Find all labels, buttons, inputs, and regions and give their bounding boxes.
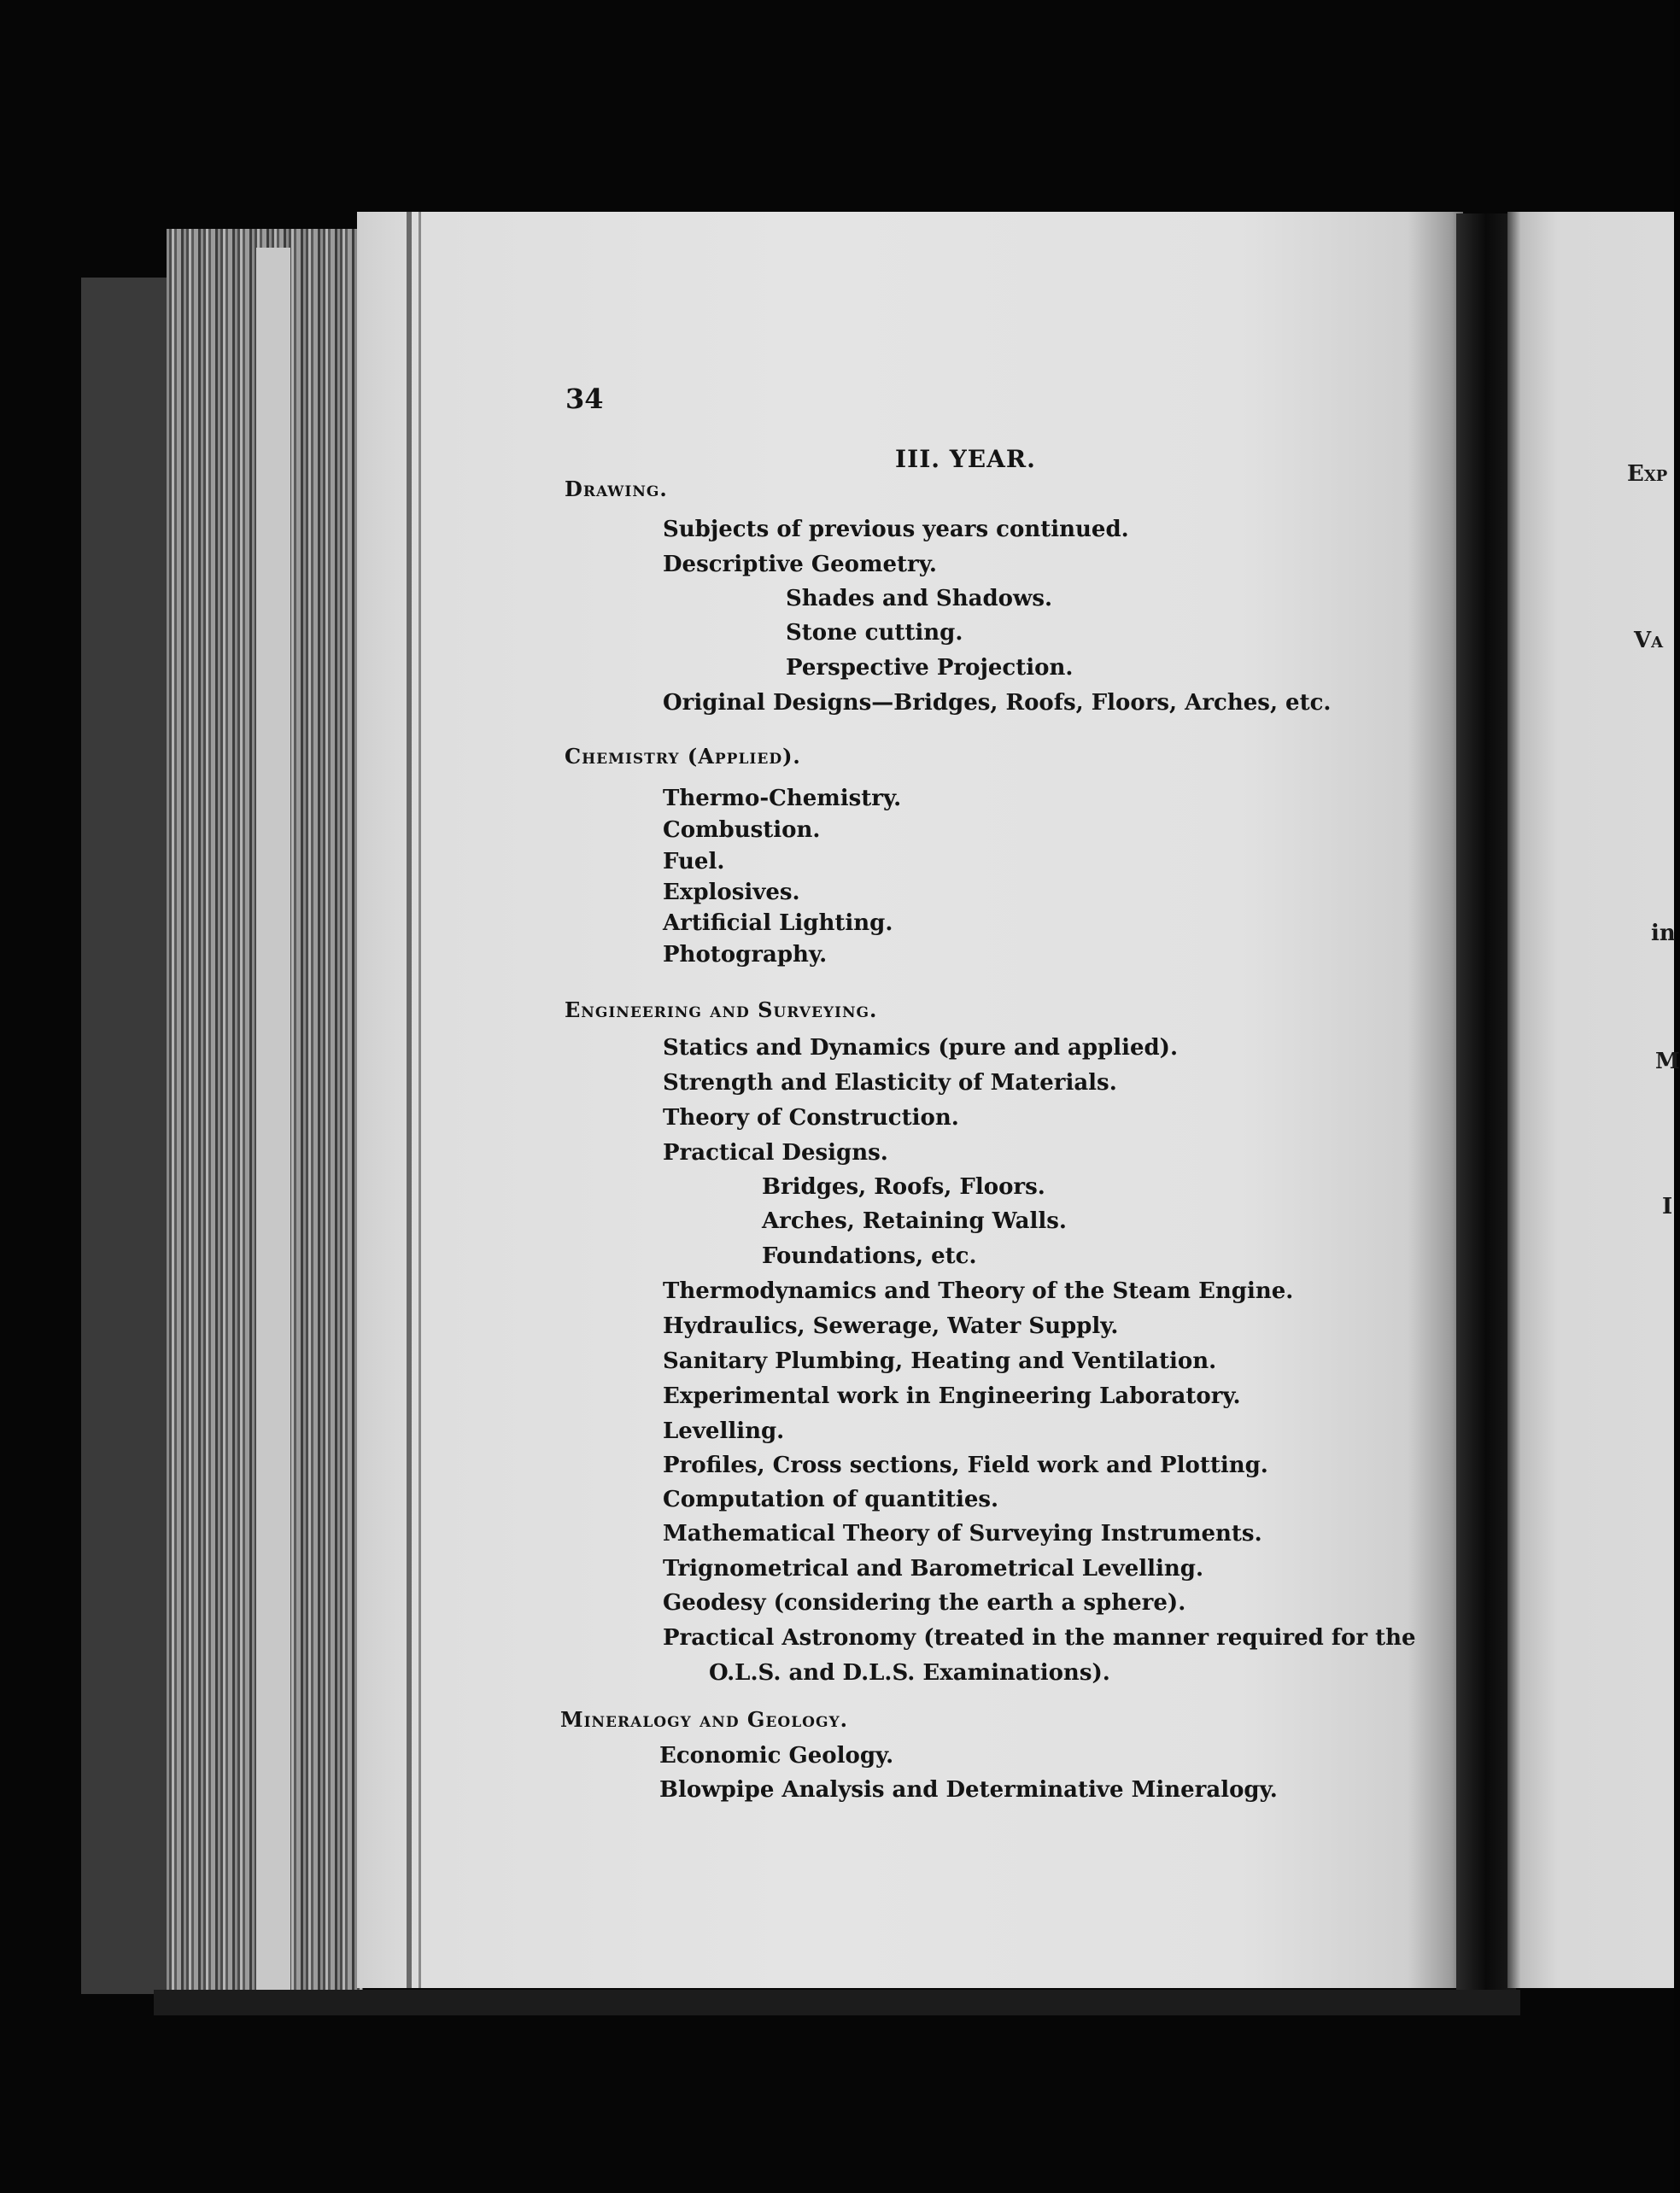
list-item: Subjects of previous years continued.	[663, 517, 1129, 542]
list-item: Statics and Dynamics (pure and applied).	[663, 1035, 1179, 1061]
list-item: Strength and Elasticity of Materials.	[663, 1070, 1117, 1096]
page-edge-highlight	[256, 248, 290, 1990]
list-item: Descriptive Geometry.	[663, 552, 937, 577]
list-item: Practical Designs.	[663, 1140, 888, 1166]
list-item: Original Designs—Bridges, Roofs, Floors, Arches, etc.	[663, 690, 1332, 716]
list-item: Economic Geology.	[659, 1743, 894, 1769]
list-item: Profiles, Cross sections, Field work and Plotting.	[663, 1453, 1268, 1478]
list-item: Levelling.	[663, 1418, 785, 1444]
list-item: Artificial Lighting.	[663, 910, 893, 936]
list-item: Explosives.	[663, 880, 800, 905]
list-item: Blowpipe Analysis and Determinative Mineralogy.	[659, 1777, 1278, 1803]
section-heading-engineering: Engineering and Surveying.	[565, 997, 878, 1022]
section-heading-chemistry: Chemistry (Applied).	[565, 744, 801, 769]
list-item: Hydraulics, Sewerage, Water Supply.	[663, 1313, 1119, 1339]
list-item: Photography.	[663, 942, 828, 968]
list-item: Computation of quantities.	[663, 1487, 999, 1512]
list-item: Mathematical Theory of Surveying Instruments.	[663, 1521, 1262, 1547]
printed-page	[357, 212, 1463, 1988]
section-heading-drawing: Drawing.	[565, 477, 668, 501]
list-item: O.L.S. and D.L.S. Examinations).	[709, 1660, 1110, 1686]
list-item: Experimental work in Engineering Laboratory.	[663, 1383, 1241, 1409]
book-bottom-edge	[154, 1990, 1520, 2015]
list-item: Fuel.	[663, 849, 725, 874]
list-item: Arches, Retaining Walls.	[762, 1208, 1067, 1234]
list-item: Foundations, etc.	[762, 1243, 977, 1269]
facing-fragment: Exp	[1627, 461, 1668, 487]
list-item: Thermodynamics and Theory of the Steam Engine.	[663, 1278, 1294, 1304]
list-item: Perspective Projection.	[786, 655, 1074, 681]
list-item: Trignometrical and Barometrical Levelling.	[663, 1556, 1204, 1582]
list-item: Theory of Construction.	[663, 1105, 959, 1131]
facing-fragment: in	[1651, 921, 1676, 946]
list-item: Stone cutting.	[786, 620, 963, 646]
year-heading: III. YEAR.	[895, 445, 1036, 473]
list-item: Sanitary Plumbing, Heating and Ventilation.	[663, 1348, 1217, 1374]
list-item: Shades and Shadows.	[786, 586, 1053, 611]
facing-fragment: I	[1662, 1194, 1673, 1219]
page-number: 34	[565, 383, 604, 415]
facing-fragment: M	[1655, 1049, 1680, 1074]
list-item: Thermo-Chemistry.	[663, 786, 902, 811]
list-item: Geodesy (considering the earth a sphere).	[663, 1590, 1186, 1616]
list-item: Bridges, Roofs, Floors.	[762, 1174, 1045, 1200]
facing-fragment: Va	[1634, 628, 1664, 653]
list-item: Combustion.	[663, 817, 821, 843]
list-item: Practical Astronomy (treated in the manner required for the	[663, 1625, 1416, 1651]
section-heading-mineralogy: Mineralogy and Geology.	[560, 1707, 848, 1732]
